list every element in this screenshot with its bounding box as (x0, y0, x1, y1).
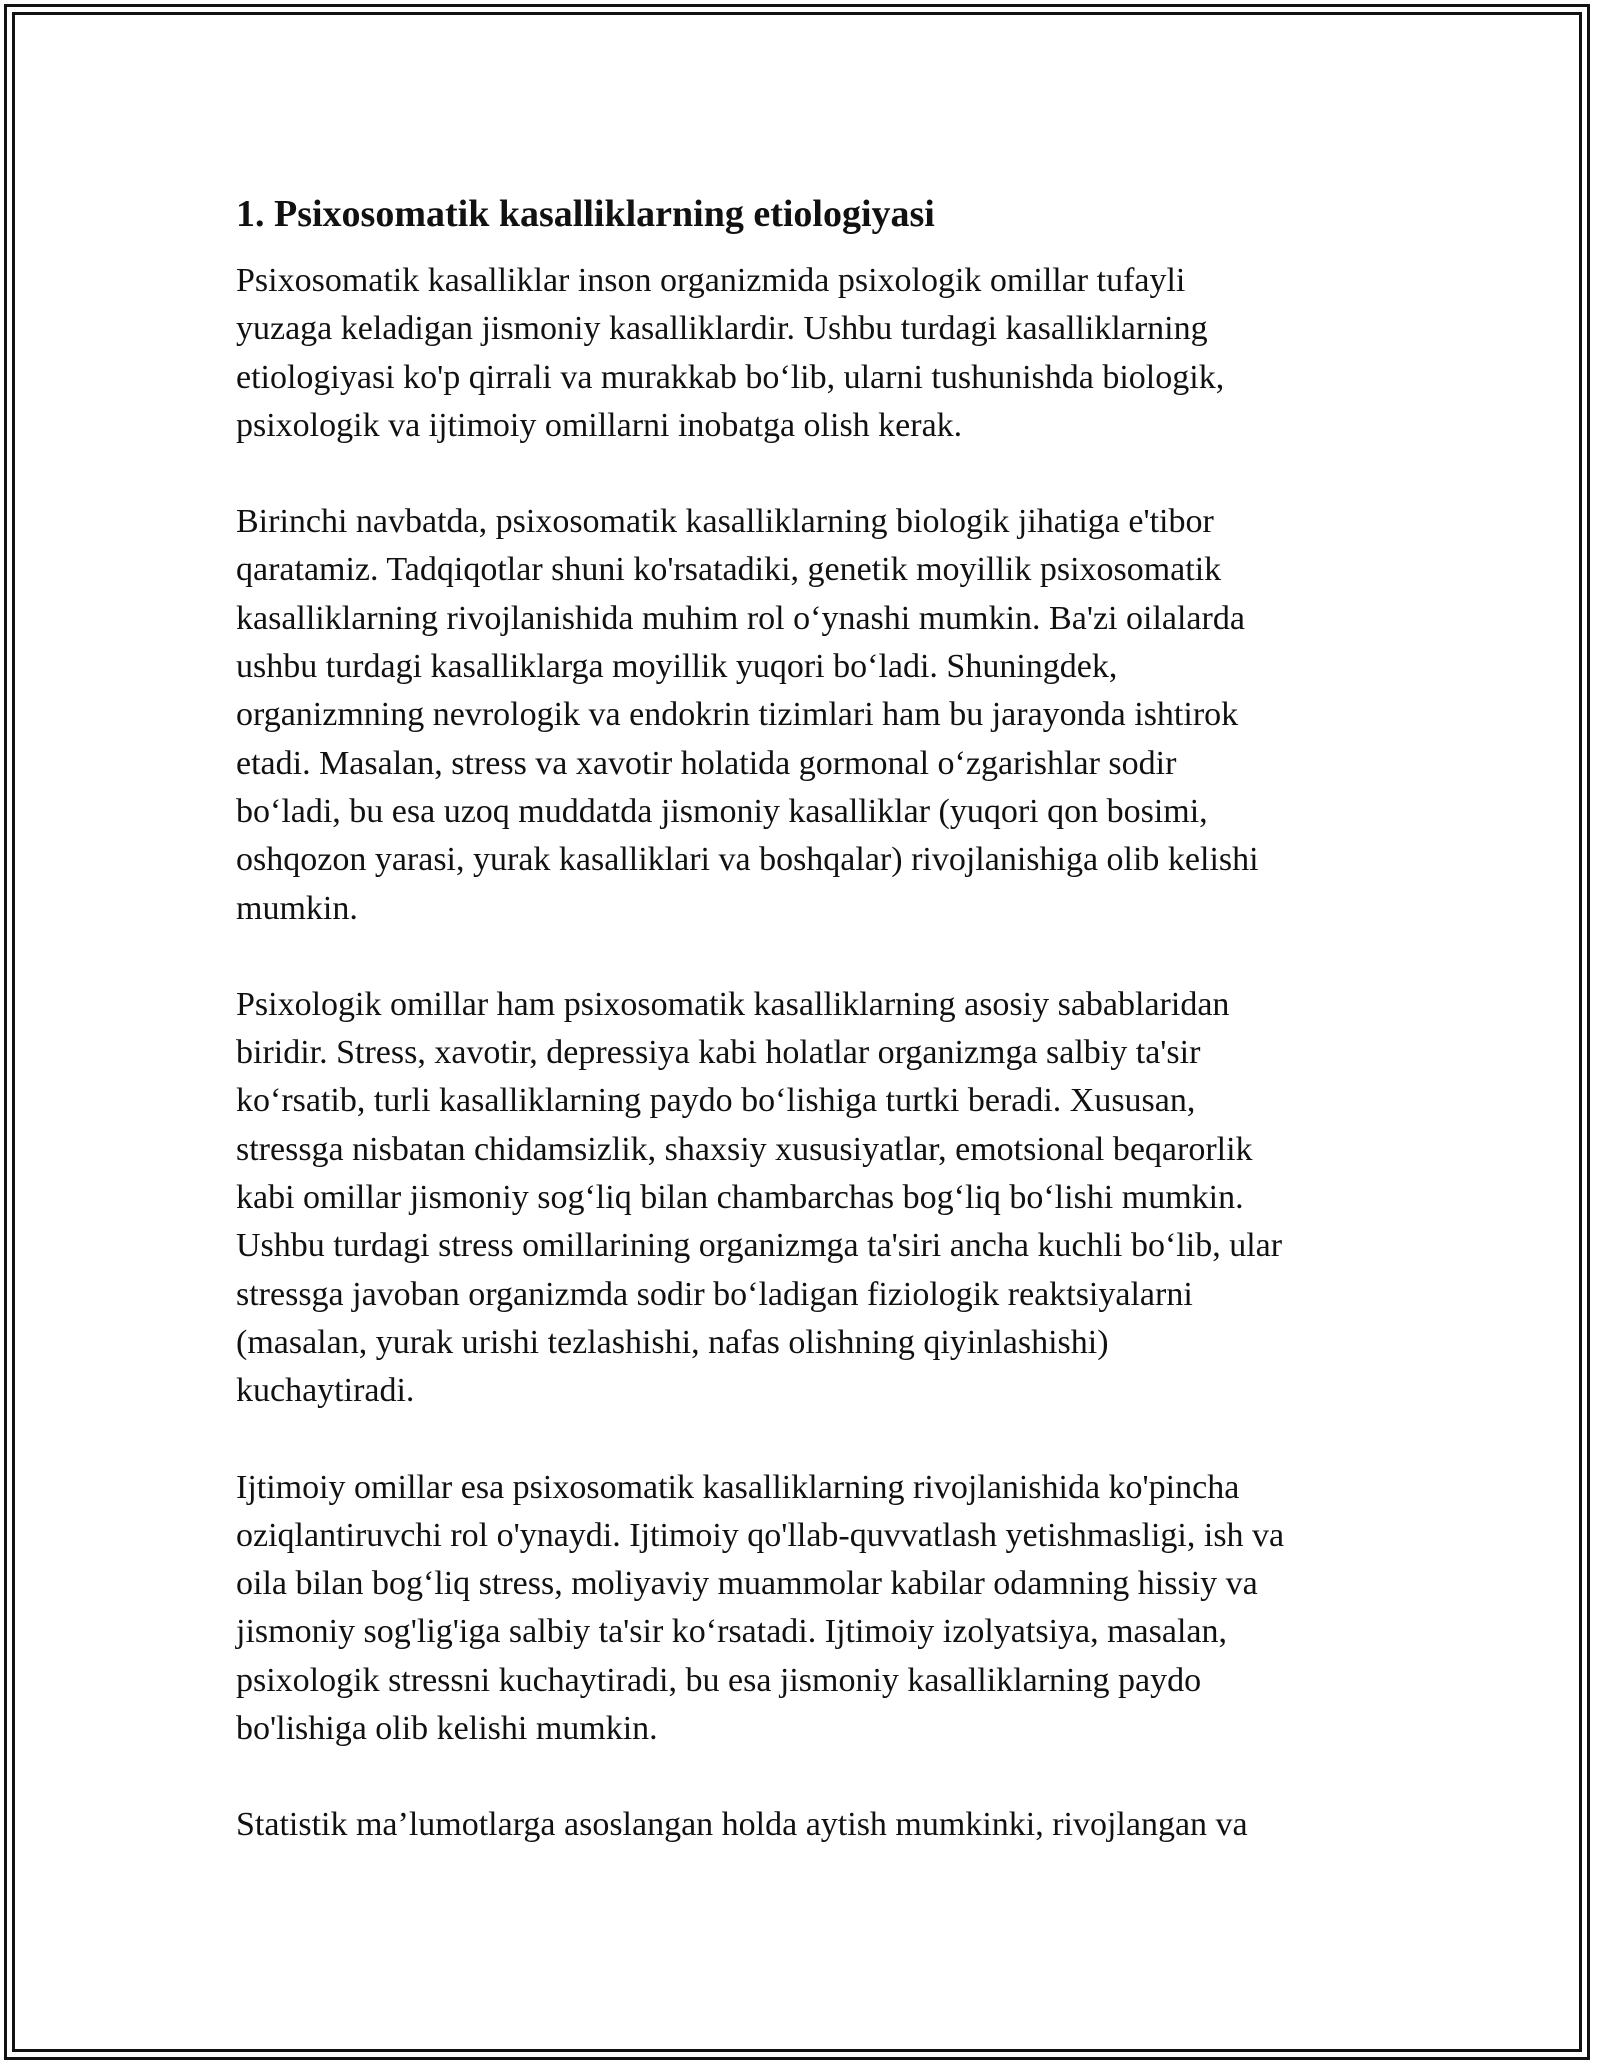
paragraph-5 (236, 1801, 1396, 1849)
text-line: mumkin. (236, 889, 358, 927)
text-line: etadi. Masalan, stress va xavotir holatida gormonal o‘zgarishlar sodir (236, 744, 1177, 782)
text-line: Birinchi navbatda, psixosomatik kasalliklarning biologik jihatiga e'tibor (236, 503, 1214, 541)
text-line: etiologiyasi ko'p qirrali va murakkab bo‘lib, ularni tushunishda biologik, (236, 358, 1225, 396)
text-line: stressga nisbatan chidamsizlik, shaxsiy xususiyatlar, emotsional beqarorlik (236, 1130, 1253, 1168)
text-line: (masalan, yurak urishi tezlashishi, nafas olishning qiyinlashishi) (236, 1323, 1109, 1361)
section-heading: 1. Psixosomatik kasalliklarning etiologiyasi (236, 193, 935, 235)
text-line: Psixosomatik kasalliklar inson organizmida psixologik omillar tufayli (236, 262, 1186, 299)
text-line: organizmning nevrologik va endokrin tizimlari ham bu jarayonda ishtirok (236, 696, 1239, 734)
paragraph-3 (236, 981, 1396, 1416)
text-line: oziqlantiruvchi rol o'ynaydi. Ijtimoiy qo'llab-quvvatlash yetishmasligi, ish va (236, 1516, 1285, 1554)
text-line: Ushbu turdagi stress omillarining organizmga ta'siri ancha kuchli bo‘lib, ular (236, 1227, 1283, 1265)
text-line: kuchaytiradi. (236, 1372, 415, 1410)
text-line: bo‘ladi, bu esa uzoq muddatda jismoniy kasalliklar (yuqori qon bosimi, (236, 792, 1208, 830)
text-line: kabi omillar jismoniy sog‘liq bilan chambarchas bog‘liq bo‘lishi mumkin. (236, 1179, 1244, 1217)
text-line: Ijtimoiy omillar esa psixosomatik kasalliklarning rivojlanishida ko'pincha (236, 1468, 1240, 1506)
text-line: biridir. Stress, xavotir, depressiya kabi holatlar organizmga salbiy ta'sir (236, 1034, 1201, 1072)
text-line: Psixologik omillar ham psixosomatik kasalliklarning asosiy sabablaridan (236, 985, 1230, 1023)
paragraph-2 (236, 498, 1396, 933)
text-line: ushbu turdagi kasalliklarga moyillik yuqori bo‘ladi. Shuningdek, (236, 648, 1118, 686)
text-line: psixologik stressni kuchaytiradi, bu esa jismoniy kasalliklarning paydo (236, 1661, 1202, 1699)
text-line: oila bilan bog‘liq stress, moliyaviy muammolar kabilar odamning hissiy va (236, 1565, 1258, 1603)
text-line: bo'lishiga olib kelishi mumkin. (236, 1710, 658, 1748)
document-body (236, 186, 1396, 1898)
text-line: yuzaga keladigan jismoniy kasalliklardir. Ushbu turdagi kasalliklarning (236, 310, 1208, 348)
text-line: kasalliklarning rivojlanishida muhim rol o‘ynashi mumkin. Ba'zi oilalarda (236, 599, 1245, 637)
text-line: jismoniy sog'lig'iga salbiy ta'sir ko‘rsatadi. Ijtimoiy izolyatsiya, masalan, (236, 1613, 1227, 1651)
text-line: psixologik va ijtimoiy omillarni inobatga olish kerak. (236, 406, 963, 444)
text-line: qaratamiz. Tadqiqotlar shuni ko'rsatadiki, genetik moyillik psixosomatik (236, 551, 1222, 589)
text-line: oshqozon yarasi, yurak kasalliklari va boshqalar) rivojlanishiga olib kelishi (236, 841, 1259, 879)
text-line: ko‘rsatib, turli kasalliklarning paydo bo‘lishiga turtki beradi. Xususan, (236, 1082, 1196, 1120)
paragraph-4 (236, 1464, 1396, 1754)
paragraph-1 (236, 257, 1396, 450)
text-line: Statistik ma’lumotlarga asoslangan holda aytish mumkinki, rivojlangan va (236, 1806, 1248, 1844)
text-line: stressga javoban organizmda sodir bo‘ladigan fiziologik reaktsiyalarni (236, 1275, 1193, 1313)
